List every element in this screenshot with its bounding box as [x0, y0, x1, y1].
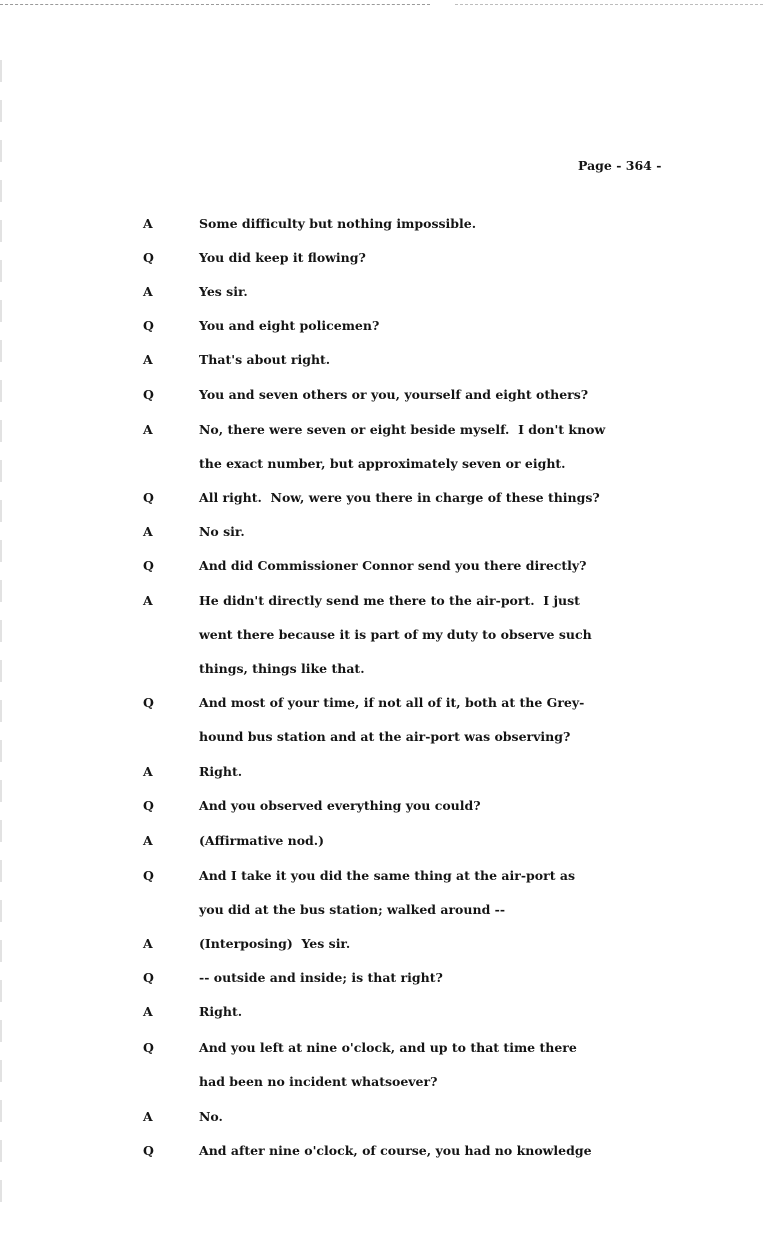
transcript-text: No sir.	[199, 524, 245, 539]
transcript-line	[0, 420, 763, 440]
speaker-label: A	[143, 422, 153, 437]
transcript-line	[0, 1002, 763, 1022]
transcript-line	[0, 350, 763, 370]
transcript-line	[0, 488, 763, 508]
speaker-label: Q	[143, 250, 154, 265]
transcript-text: Some difficulty but nothing impossible.	[199, 216, 477, 231]
transcript-text: Right.	[199, 1004, 243, 1019]
transcript-line	[0, 1141, 763, 1161]
transcript-text: things, things like that.	[199, 661, 365, 676]
transcript-text: hound bus station and at the air-port was observing?	[199, 729, 571, 744]
speaker-label: A	[143, 524, 153, 539]
transcript-text: Yes sir.	[199, 284, 248, 299]
speaker-label: Q	[143, 387, 154, 402]
transcript-text: He didn't directly send me there to the air-port. I just	[199, 593, 580, 608]
transcript-text: And most of your time, if not all of it, both at the Grey-	[199, 695, 585, 710]
transcript-text: You and eight policemen?	[199, 318, 380, 333]
transcript-text: -- outside and inside; is that right?	[199, 970, 443, 985]
transcript-line	[0, 934, 763, 954]
page-number: Page - 364 -	[578, 158, 662, 173]
speaker-label: Q	[143, 490, 154, 505]
transcript-line	[0, 625, 763, 645]
speaker-label: A	[143, 764, 153, 779]
transcript-text: No, there were seven or eight beside myself. I don't know	[199, 422, 606, 437]
transcript-line	[0, 831, 763, 851]
speaker-label: Q	[143, 695, 154, 710]
speaker-label: A	[143, 216, 153, 231]
transcript-text: (Affirmative nod.)	[199, 833, 325, 848]
speaker-label: Q	[143, 1143, 154, 1158]
transcript-line	[0, 727, 763, 747]
transcript-line	[0, 1038, 763, 1058]
transcript-line	[0, 282, 763, 302]
speaker-label: Q	[143, 970, 154, 985]
transcript-text: Right.	[199, 764, 243, 779]
transcript-text: That's about right.	[199, 352, 331, 367]
transcript-text: you did at the bus station; walked around --	[199, 902, 506, 917]
transcript-line	[0, 762, 763, 782]
transcript-text: No.	[199, 1109, 223, 1124]
speaker-label: A	[143, 1004, 153, 1019]
transcript-line	[0, 385, 763, 405]
transcript-line	[0, 214, 763, 234]
transcript-text: (Interposing) Yes sir.	[199, 936, 351, 951]
transcript-text: had been no incident whatsoever?	[199, 1074, 438, 1089]
speaker-label: Q	[143, 798, 154, 813]
speaker-label: A	[143, 352, 153, 367]
transcript-line	[0, 556, 763, 576]
transcript-line	[0, 248, 763, 268]
transcript-text: You and seven others or you, yourself and eight others?	[199, 387, 589, 402]
transcript-text: the exact number, but approximately seven or eight.	[199, 456, 566, 471]
transcript-text: And you observed everything you could?	[199, 798, 481, 813]
transcript-text: You did keep it flowing?	[199, 250, 366, 265]
transcript-line	[0, 900, 763, 920]
speaker-label: Q	[143, 868, 154, 883]
transcript-line	[0, 1107, 763, 1127]
transcript-line	[0, 968, 763, 988]
transcript-text: All right. Now, were you there in charge of these things?	[199, 490, 600, 505]
transcript-line	[0, 796, 763, 816]
transcript-line	[0, 591, 763, 611]
speaker-label: Q	[143, 558, 154, 573]
speaker-label: A	[143, 833, 153, 848]
speaker-label: A	[143, 593, 153, 608]
transcript-line	[0, 454, 763, 474]
transcript-line	[0, 659, 763, 679]
speaker-label: A	[143, 1109, 153, 1124]
transcript-line	[0, 522, 763, 542]
speaker-label: Q	[143, 318, 154, 333]
transcript-line	[0, 693, 763, 713]
transcript-text: And did Commissioner Connor send you there directly?	[199, 558, 587, 573]
speaker-label: Q	[143, 1040, 154, 1055]
transcript-text: And you left at nine o'clock, and up to that time there	[199, 1040, 577, 1055]
transcript-line	[0, 1072, 763, 1092]
speaker-label: A	[143, 936, 153, 951]
transcript-text: And I take it you did the same thing at the air-port as	[199, 868, 575, 883]
transcript-line	[0, 316, 763, 336]
transcript-line	[0, 866, 763, 886]
transcript-text: And after nine o'clock, of course, you had no knowledge	[199, 1143, 592, 1158]
speaker-label: A	[143, 284, 153, 299]
transcript-text: went there because it is part of my duty to observe such	[199, 627, 592, 642]
